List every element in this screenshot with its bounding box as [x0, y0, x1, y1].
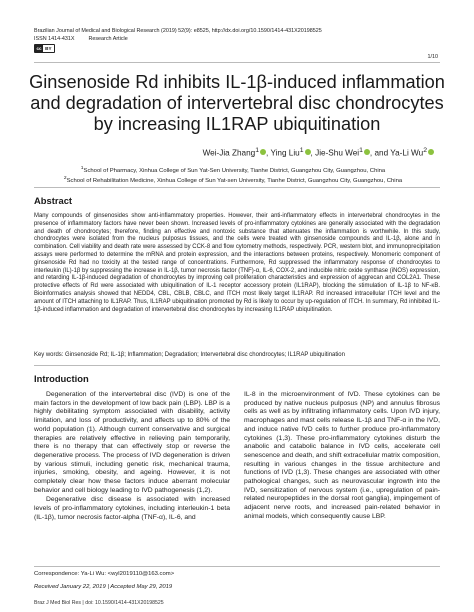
author-name: Ya-Li Wu: [390, 148, 424, 158]
received-accepted-dates: Received January 22, 2019 | Accepted May 29, 2019: [34, 584, 173, 590]
abstract-heading: Abstract: [34, 195, 73, 206]
paragraph: IL-8 in the microenvironment of IVD. These cytokines can be produced by native nucleus pulposus (NP) and annulus fibrosus cells as well as by infiltrating inflammatory cells. Upon IVD injury, macrophages and mast cells release IL-1β and TNF-α in the IVD, and induce native IVD cells to further produce pro-inflammatory cytokines (1,3). These pro-inflammatory cytokines disturb the anabolic and catabolic balance in IVD cells, accelerate cell senescence and death, and shift extracellular matrix composition, resulting in various changes in the tissue architecture and functions of IVD (1,3). These changes are associated with other pathological changes, such as neurovascular ingrowth into the IVD, sensitization of nervous system (i.e., upregulation of pain-related neuropeptides in the dorsal root ganglia), impingement of adjacent nerve roots, and increased pain-related behavior in animal models, which consequently cause LBP.: [244, 391, 440, 520]
author-name: Ying Liu: [270, 148, 300, 158]
page-footer: Braz J Med Biol Res | doi: 10.1590/1414-431X20198525: [34, 600, 164, 606]
affiliations: $^1$School of Pharmacy, Xinhua College of Sun Yat-Sen University, Tianhe District, Guangzhou City, Guangzhou, China $^2$School of Rehabilitation Medicine, Xinhua College of Sun Yat-sen University, Tianhe District, Guangzhou City, Guangzhou, China: [63, 166, 403, 184]
orcid-icon[interactable]: [428, 149, 434, 155]
cc-by-license-icon[interactable]: cc BY: [34, 44, 55, 53]
issn: ISSN 1414-431X: [34, 35, 75, 42]
keywords: [34, 352, 440, 360]
abstract-top-divider: [34, 187, 440, 188]
intro-right-column: [244, 391, 440, 522]
abstract-text: Many compounds of ginsenosides show anti-inflammatory properties. However, their anti-inflammatory effects in intervertebral chondrocytes in the presence of inflammatory factors have never been shown. Increased levels of pro-inflammatory cytokines are generally associated with the degradation and death of chondrocytes; therefore, finding an effective and nontoxic substance that attenuates the inflammation is worthwhile. In this study, chondrocytes were isolated from the nucleus pulposus tissues, and the cells were treated with ginsenoside compounds and IL-1β, alone and in combination. Cell viability and death rate were assessed by CCK-8 and flow cytometry methods, respectively. PCR, western blot, and immunoprecipitation assays were performed to determine the mRNA and protein expression, and the interactions between proteins, respectively. Monomeric component of ginsenoside Rd had no toxicity at the tested range of concentrations. Furthermore, Rd suppressed the inflammatory response of chondrocytes to interleukin (IL)-1β by suppressing the increase in IL-1β, tumor necrosis factor (TNF)-α, IL-6, COX-2, and inducible nitric oxide synthase (iNOS) expression, and retarding IL-1β-induced degradation of chondrocytes by improving cell proliferation characteristics and expression of aggrecan and COL2A1. These protective effects of Rd were associated with ubiquitination of IL-1 receptor accessory protein (IL1RAP), blocking the stimulation of IL-1β to NF-κB. Bioinformatics analysis showed that NEDD4, CBL, CBLB, CBLC, and ITCH most likely target IL1RAP. Rd increased intracellular ITCH level and the amount of ITCH attaching to IL1RAP. Thus, IL1RAP ubiquitination promoted by Rd is likely to occur by up-regulation of ITCH. In summary, Rd inhibited IL-1β-induced inflammation and degradation of intervertebral disc chondrocytes by increasing IL1RAP ubiquitination.: [34, 213, 440, 313]
keywords-divider: [34, 365, 440, 366]
keywords-label: Key words:: [34, 352, 64, 358]
keywords-text: Ginsenoside Rd; IL-1β; Inflammation; Degradation; Intervertebral disc chondrocytes; IL1RAP ubiquitination: [65, 352, 345, 358]
author-list: Wei-Jia Zhang$^1$ , Ying Liu$^1$ , Jie-Shu Wei$^1$ , and Ya-Li Wu$^2$: [30, 147, 434, 158]
paragraph: Degeneration of the intervertebral disc (IVD) is one of the main factors in the development of low back pain (LBP). LBP is a highly debilitating symptom associated with disability, activity limitation, and loss of productivity, and affects up to 80% of the world population (1). Although current conservative and surgical therapies are relatively effective in relieving pain temporarily, there is no therapy that can effectively stop or reverse the degenerative process. The process of IVD degeneration is driven by various stimuli, including genetic risk, mechanical trauma, injuries, smoking, obesity, and ageing. However, it is not completely clear how these factors induce aberrant molecular behavior and cell biology leading to IVD pathogenesis (1,2).: [34, 391, 230, 494]
intro-left-column: [34, 391, 230, 523]
header-divider: [34, 62, 440, 63]
article-type: Research Article: [88, 35, 128, 42]
footnote-divider: [34, 566, 440, 567]
journal-header: [34, 28, 322, 53]
page-number: 1/10: [427, 54, 438, 60]
author-name: Jie-Shu Wei: [315, 148, 360, 158]
correspondence: Correspondence: Ya-Li Wu: <wyl2019110@163.com>: [34, 571, 175, 577]
journal-citation: Brazilian Journal of Medical and Biological Research (2019) 52(9): e8525, http://dx.doi.org/10.1590/1414-431X20198525: [34, 28, 322, 34]
author-name: Wei-Jia Zhang: [202, 148, 256, 158]
introduction-heading: Introduction: [34, 373, 89, 384]
paragraph: Degenerative disc disease is associated with increased levels of pro-inflammatory cytokines, including interleukin-1 beta (IL-1β), tumor necrosis factor-alpha (TNF-α), IL-6, and: [34, 496, 230, 521]
article-title: Ginsenoside Rd inhibits IL-1β-induced inflammation and degradation of intervertebral disc chondrocytes by increasing IL1RAP ubiquitination: [29, 72, 445, 134]
